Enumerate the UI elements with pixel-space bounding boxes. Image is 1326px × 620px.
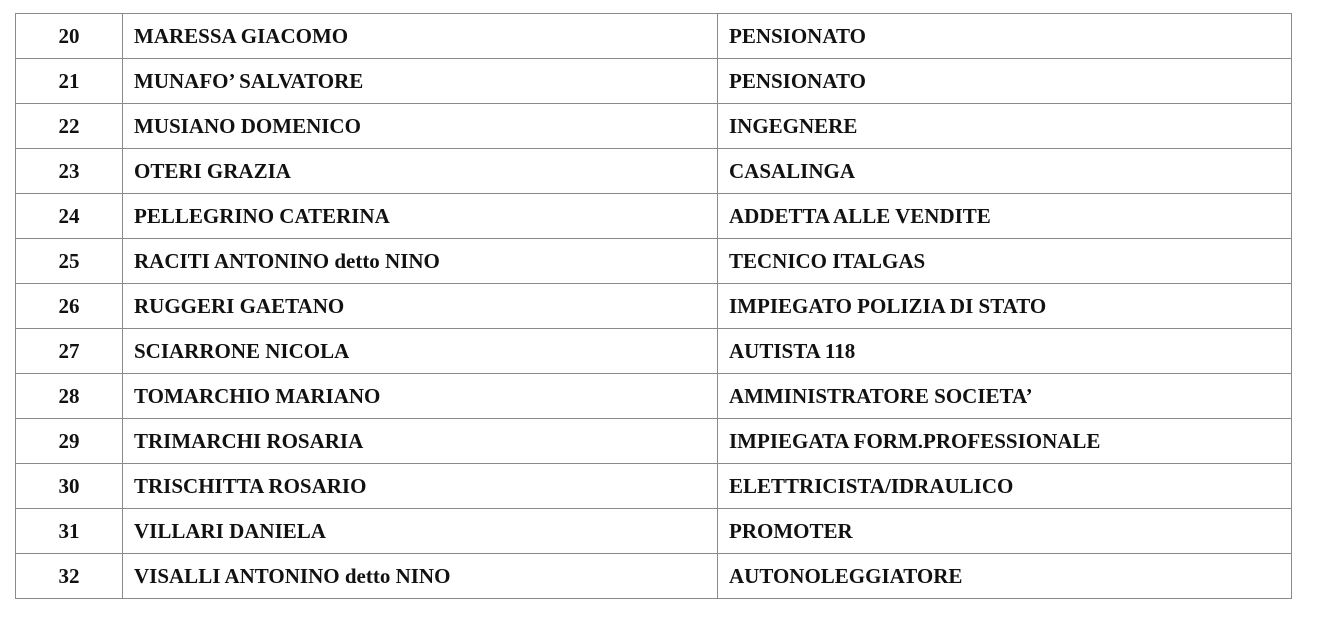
row-number-cell: 26: [16, 284, 123, 329]
name-cell: SCIARRONE NICOLA: [123, 329, 718, 374]
name-cell: VISALLI ANTONINO detto NINO: [123, 554, 718, 599]
occupation-cell: TECNICO ITALGAS: [718, 239, 1292, 284]
table-row: [16, 194, 1292, 239]
name-cell: TRISCHITTA ROSARIO: [123, 464, 718, 509]
occupation-cell: ELETTRICISTA/IDRAULICO: [718, 464, 1292, 509]
name-cell: OTERI GRAZIA: [123, 149, 718, 194]
row-number-cell: 22: [16, 104, 123, 149]
row-number-cell: 28: [16, 374, 123, 419]
row-number-cell: 32: [16, 554, 123, 599]
name-cell: RACITI ANTONINO detto NINO: [123, 239, 718, 284]
name-cell: RUGGERI GAETANO: [123, 284, 718, 329]
table-row: [16, 509, 1292, 554]
name-cell: PELLEGRINO CATERINA: [123, 194, 718, 239]
table-row: [16, 104, 1292, 149]
table-row: [16, 284, 1292, 329]
table-row: [16, 239, 1292, 284]
occupation-cell: CASALINGA: [718, 149, 1292, 194]
table-row: [16, 374, 1292, 419]
row-number-cell: 31: [16, 509, 123, 554]
name-cell: MARESSA GIACOMO: [123, 14, 718, 59]
table-row: [16, 464, 1292, 509]
occupation-cell: PENSIONATO: [718, 59, 1292, 104]
row-number-cell: 27: [16, 329, 123, 374]
occupation-cell: ADDETTA ALLE VENDITE: [718, 194, 1292, 239]
occupation-cell: IMPIEGATO POLIZIA DI STATO: [718, 284, 1292, 329]
row-number-cell: 24: [16, 194, 123, 239]
table-row: [16, 329, 1292, 374]
row-number-cell: 21: [16, 59, 123, 104]
row-number-cell: 29: [16, 419, 123, 464]
row-number-cell: 25: [16, 239, 123, 284]
candidate-table: [15, 13, 1292, 599]
occupation-cell: AUTISTA 118: [718, 329, 1292, 374]
table-row: [16, 14, 1292, 59]
table-row: [16, 149, 1292, 194]
name-cell: TOMARCHIO MARIANO: [123, 374, 718, 419]
occupation-cell: PROMOTER: [718, 509, 1292, 554]
table-row: [16, 419, 1292, 464]
name-cell: MUSIANO DOMENICO: [123, 104, 718, 149]
occupation-cell: IMPIEGATA FORM.PROFESSIONALE: [718, 419, 1292, 464]
table-row: [16, 554, 1292, 599]
row-number-cell: 20: [16, 14, 123, 59]
name-cell: VILLARI DANIELA: [123, 509, 718, 554]
occupation-cell: INGEGNERE: [718, 104, 1292, 149]
row-number-cell: 30: [16, 464, 123, 509]
occupation-cell: AUTONOLEGGIATORE: [718, 554, 1292, 599]
occupation-cell: AMMINISTRATORE SOCIETA’: [718, 374, 1292, 419]
table-row: [16, 59, 1292, 104]
name-cell: MUNAFO’ SALVATORE: [123, 59, 718, 104]
name-cell: TRIMARCHI ROSARIA: [123, 419, 718, 464]
occupation-cell: PENSIONATO: [718, 14, 1292, 59]
row-number-cell: 23: [16, 149, 123, 194]
